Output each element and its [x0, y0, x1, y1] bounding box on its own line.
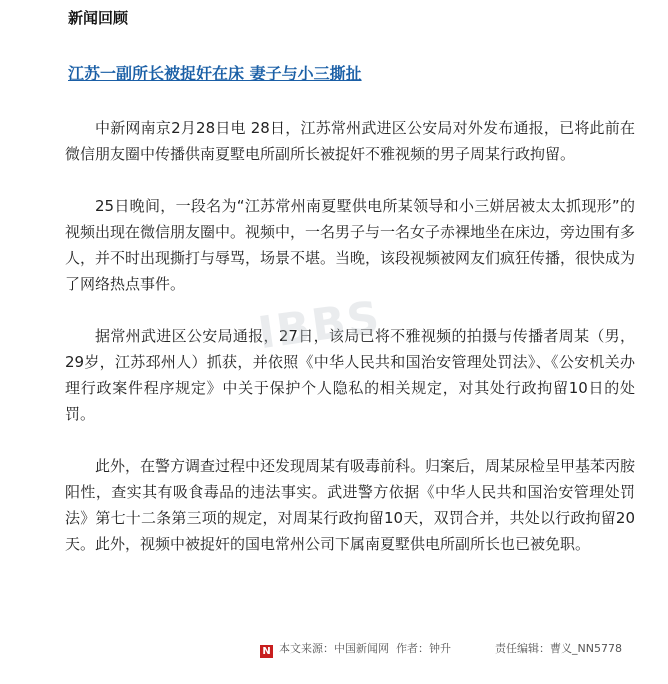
article-paragraph-2: 25日晚间，一段名为“江苏常州南夏墅供电所某领导和小三姘居被太太抓现形”的视频出现在微信朋友圈中。视频中，一名男子与一名女子赤裸地坐在床边，旁边围有多人，并不时出现撕打与辱骂，场景不堪。当晚，该段视频被网友们疯狂传播，很快成为了网络热点事件。 [65, 197, 636, 293]
watermark: IBBS [255, 291, 385, 360]
article-body [65, 115, 635, 583]
article-footer [260, 640, 622, 658]
news-logo-icon: N [260, 645, 273, 658]
section-title: 新闻回顾 [68, 9, 129, 27]
headline-link[interactable]: 江苏一副所长被捉奸在床 妻子与小三撕扯 [68, 64, 362, 83]
article-paragraph-3: 据常州武进区公安局通报，27日，该局已将不雅视频的拍摄与传播者周某（男，29岁，江苏邳州人）抓获，并依照《中华人民共和国治安管理处罚法》、《公安机关办理行政案件程序规定》中关于保护个人隐私的相关规定，对其处行政拘留10日的处罚。 [65, 327, 635, 423]
source-label: 本文来源：中国新闻网 [279, 642, 389, 655]
article-paragraph-1: 中新网南京2月28日电 28日，江苏常州武进区公安局对外发布通报，已将此前在微信朋友圈中传播供南夏墅电所副所长被捉奸不雅视频的男子周某行政拘留。 [65, 119, 635, 163]
editor-label: 责任编辑：曹义_NN5778 [495, 642, 622, 655]
author-label: 作者：钟升 [396, 642, 451, 655]
article-paragraph-4: 此外，在警方调查过程中还发现周某有吸毒前科。归案后，周某尿检呈甲基苯丙胺阳性，查实其有吸食毒品的违法事实。武进警方依据《中华人民共和国治安管理处罚法》第七十二条第三项的规定，对周某行政拘留10天，双罚合并，共处以行政拘留20天。此外，视频中被捉奸的国电常州公司下属南夏墅供电所副所长也已被免职。 [65, 457, 636, 553]
